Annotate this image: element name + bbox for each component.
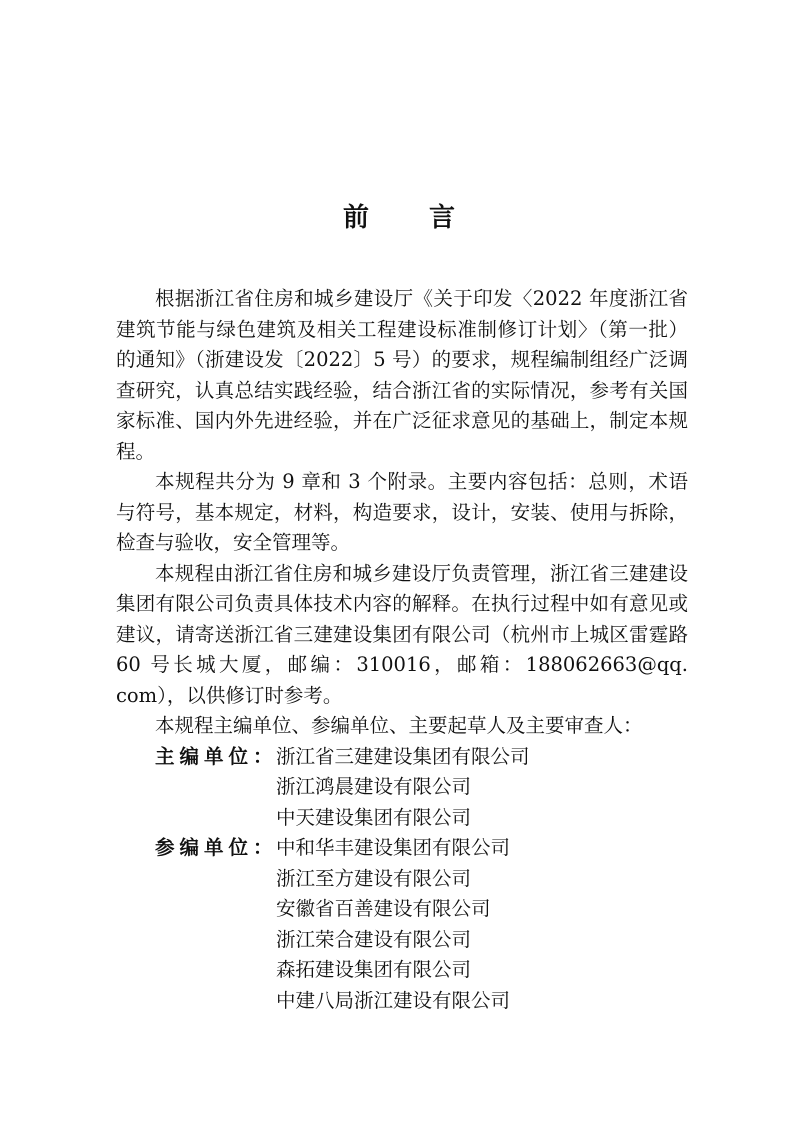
org-name: 浙江荣合建设有限公司 [276,927,472,951]
paragraph-background: 根据浙江省住房和城乡建设厅《关于印发〈2022 年度浙江省建筑节能与绿色建筑及相关工程建设标准制修订计划〉（第一批）的通知》（浙建设发〔2022〕5 号）的要求，规程编制组经广泛调查研究，认真总结实践经验，结合浙江省的实际情况，参考有关国家标准、国内外先进经验，并在广泛征求意见的基础上，制定本规程。 [116,287,688,463]
list-item [116,986,688,1017]
org-name: 浙江至方建设有限公司 [276,866,472,890]
list-item [116,772,688,803]
chief-units-list [116,742,688,834]
paragraph-units-intro: 本规程主编单位、参编单位、主要起草人及主要审查人： [155,714,643,737]
chief-units-label: 主编单位： [155,744,278,768]
document-body [116,284,688,1016]
participating-units-list [116,833,688,1016]
org-name: 浙江省三建建设集团有限公司 [276,744,530,768]
org-name: 中天建设集团有限公司 [276,805,472,829]
org-name: 中建八局浙江建设有限公司 [276,988,511,1012]
list-item [116,833,688,864]
org-name: 中和华丰建设集团有限公司 [276,836,511,859]
participating-units-label: 参编单位： [155,836,278,859]
paragraph-contents: 本规程共分为 9 章和 3 个附录。主要内容包括：总则，术语与符号，基本规定，材料，构造要求，设计，安装、使用与拆除，检查与验收，安全管理等。 [116,470,688,554]
list-item [116,742,688,773]
org-name: 森拓建设集团有限公司 [276,958,472,981]
list-item [116,803,688,834]
list-item [116,894,688,925]
title-char-2: 言 [429,203,458,233]
list-item [116,955,688,986]
org-name: 浙江鸿晨建设有限公司 [276,775,472,798]
page-title [0,197,800,234]
org-name: 安徽省百善建设有限公司 [276,897,491,920]
list-item [116,925,688,956]
list-item [116,864,688,895]
title-char-1: 前 [342,203,371,233]
paragraph-management: 本规程由浙江省住房和城乡建设厅负责管理，浙江省三建建设集团有限公司负责具体技术内容的解释。在执行过程中如有意见或建议，请寄送浙江省三建建设集团有限公司（杭州市上城区雷霆路 60 号长城大厦，邮编：310016，邮箱：188062663@qq. com），以供修订时参考。 [116,561,688,707]
